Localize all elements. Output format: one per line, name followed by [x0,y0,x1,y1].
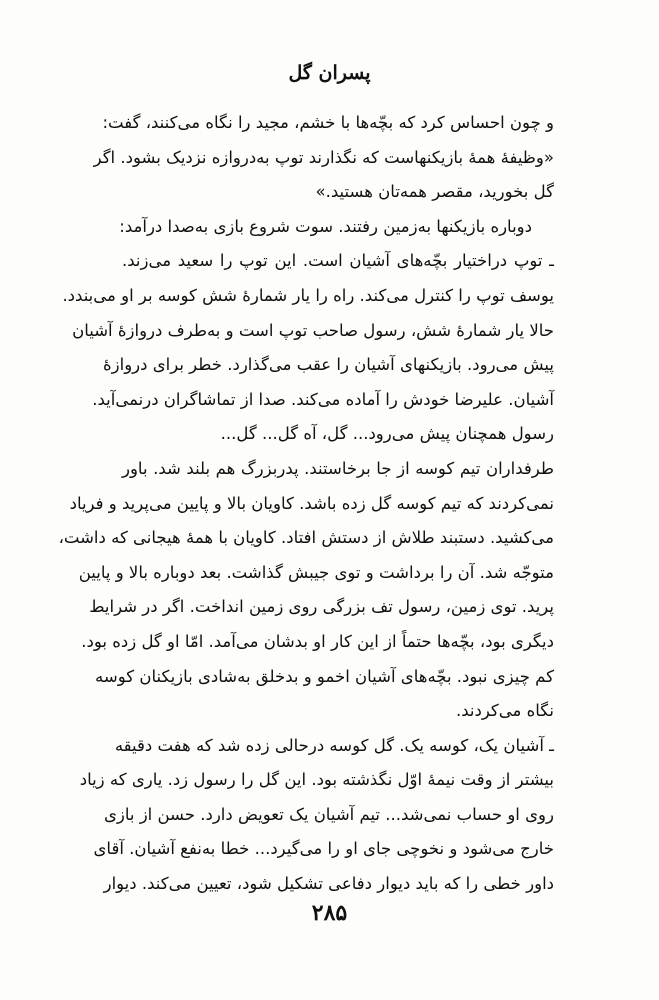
running-head: پسران گل [288,62,371,84]
text-line: دیگری بود، بچّه‌ها حتماً از این کار او بدشان می‌آمد. امّا او گل زده بود. [81,631,554,651]
text-line: یوسف توپ را کنترل می‌کند. راه را یار شمارهٔ شش کوسه بر او می‌بندد. [62,285,554,305]
text-line: طرفداران تیم کوسه از جا برخاستند. پدربزرگ هم بلند شد. باور [122,458,554,478]
body-text [58,106,554,902]
text-line: آشیان. علیرضا خودش را آماده می‌کند. صدا از تماشاگران درنمی‌آید. [92,389,554,409]
text-line: رسول همچنان پیش می‌رود... گل، آه گل... گل... [220,424,554,444]
text-line: پیش می‌رود. بازیکنهای آشیان را عقب می‌گذارد. خطر برای دروازهٔ [103,355,554,375]
text-line: متوجّه شد. آن را برداشت و توی جیبش گذاشت. بعد دوباره بالا و پایین [78,562,554,582]
text-line: گل بخورید، مقصر همه‌تان هستید.» [315,182,554,202]
text-line: دوباره بازیکنها به‌زمین رفتند. سوت شروع بازی به‌صدا درآمد: [119,216,532,236]
text-line: ـ توپ دراختیار بچّه‌های آشیان است. این توپ را سعید می‌زند. [122,251,554,271]
text-line: نگاه می‌کردند. [455,701,554,721]
text-line: خارج می‌شود و نخوچی جای او را می‌گیرد... خطا به‌نفع آشیان. آقای [93,839,554,859]
text-line: کم چیزی نبود. بچّه‌های آشیان اخمو و بدخلق به‌شادی بازیکنان کوسه [95,666,554,686]
text-line: بیشتر از وقت نیمهٔ اوّل نگذشته بود. این گل را رسول زد. یاری که زیاد [79,770,554,790]
text-line: داور خطی را که باید دیوار دفاعی تشکیل شود، تعیین می‌کند. دیوار [103,874,554,894]
text-line: و چون احساس کرد که بچّه‌ها با خشم، مجید را نگاه می‌کنند، گفت: [102,113,554,132]
text-line: «وظیفهٔ همهٔ بازیکنهاست که نگذارند توپ به‌دروازه نزدیک بشود. اگر [93,147,554,167]
text-line: پرید. توی زمین، رسول تف بزرگی روی زمین انداخت. اگر در شرایط [89,597,554,617]
text-line: حالا یار شمارهٔ شش، رسول صاحب توپ است و به‌طرف دروازهٔ آشیان [72,320,554,340]
text-line: ـ آشیان یک، کوسه یک. گل کوسه درحالی زده شد که هفت دقیقه [114,735,554,755]
text-line: می‌کشید. دستبند طلاش از دستش افتاد. کاویان با همهٔ هیجانی که داشت، [58,528,554,548]
page-number: ۲۸۵ [311,900,348,926]
text-line: نمی‌کردند که تیم کوسه گل زده باشد. کاویان بالا و پایین می‌پرید و فریاد [69,493,554,513]
text-line: روی او حساب نمی‌شد... تیم آشیان یک تعویض دارد. حسن از بازی [103,804,554,824]
